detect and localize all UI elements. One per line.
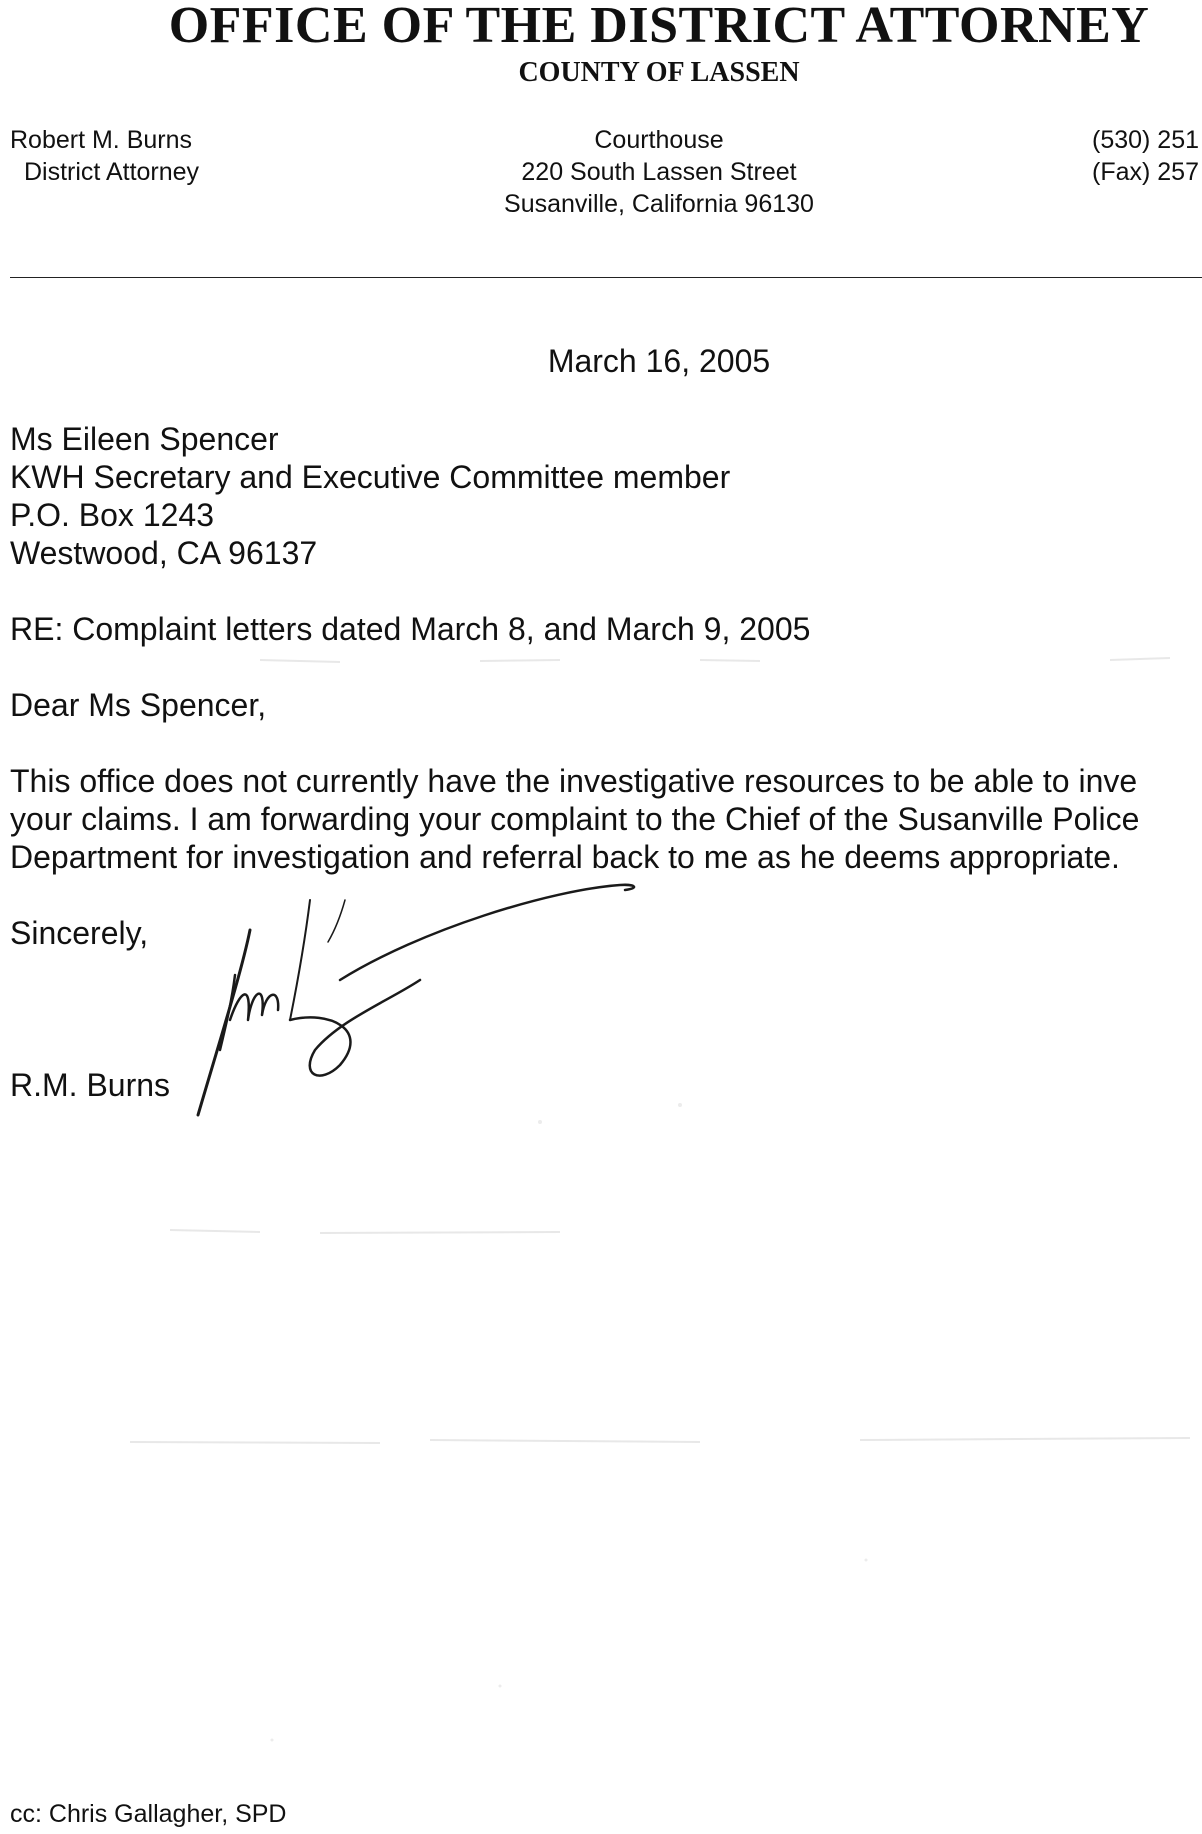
recipient-po-box: P.O. Box 1243 [10, 497, 214, 533]
office-title: OFFICE OF THE DISTRICT ATTORNEY [168, 0, 1150, 54]
recipient-address [10, 420, 730, 572]
fax-number: (Fax) 257 [1092, 158, 1199, 186]
address-line-city: Susanville, California 96130 [504, 190, 814, 218]
letter-date: March 16, 2005 [547, 343, 771, 379]
county-name: COUNTY OF LASSEN [518, 57, 800, 88]
da-name: Robert M. Burns [10, 126, 193, 154]
cc-line: cc: Chris Gallagher, SPD [10, 1800, 287, 1828]
body-paragraph [10, 762, 1139, 876]
contact-block [1092, 124, 1199, 188]
paragraph-line: Department for investigation and referral back to me as he deems appropriate. [10, 839, 1120, 875]
signer-name: R.M. Burns [10, 1067, 171, 1103]
closing: Sincerely, [10, 915, 149, 951]
paragraph-line: your claims. I am forwarding your complaint to the Chief of the Susanville Police [10, 801, 1140, 837]
recipient-name: Ms Eileen Spencer [10, 421, 279, 457]
salutation: Dear Ms Spencer, [10, 687, 267, 723]
address-line-courthouse: Courthouse [594, 126, 724, 154]
recipient-city: Westwood, CA 96137 [10, 535, 318, 571]
recipient-title: KWH Secretary and Executive Committee member [10, 459, 731, 495]
phone-number: (530) 251 [1092, 126, 1200, 154]
da-title: District Attorney [24, 158, 200, 186]
address-line-street: 220 South Lassen Street [521, 158, 797, 186]
paragraph-line: This office does not currently have the investigative resources to be able to inve [10, 763, 1138, 799]
handwritten-signature [190, 870, 650, 1120]
re-line: RE: Complaint letters dated March 8, and March 9, 2005 [10, 611, 811, 647]
office-address-block [0, 124, 1202, 220]
letterhead-divider [10, 277, 1202, 278]
